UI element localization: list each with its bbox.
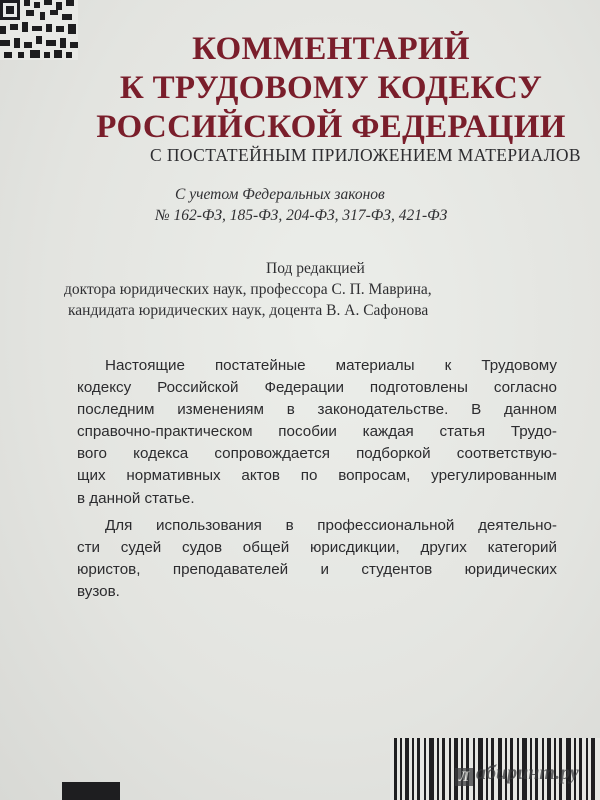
paragraph-line: вузов.	[77, 582, 120, 600]
editors-line: Под редакцией	[266, 260, 365, 277]
paragraph-line: Для использования в профессиональной деятельно-	[105, 516, 557, 534]
watermark-text: абиринт.ру	[476, 762, 579, 784]
paragraph-line: в данной статье.	[77, 489, 195, 507]
paragraph-line: кодексу Российской Федерации подготовлены согласно	[77, 379, 557, 397]
paragraph	[77, 515, 557, 603]
title-line: КОММЕНТАРИЙ	[192, 31, 470, 67]
annotation-text	[77, 355, 557, 603]
bottom-edge-dark-strip	[62, 782, 120, 800]
title-line: К ТРУДОВОМУ КОДЕКСУ	[119, 70, 543, 106]
paragraph-line: вого кодекса сопровождается подборкой соответствую-	[77, 445, 557, 463]
paragraph-line: справочно-практическом пособии каждая статья Трудо-	[77, 423, 557, 441]
paragraph-line: Настоящие постатейные материалы к Трудовому	[105, 357, 557, 374]
editors-line: кандидата юридических наук, доцента В. А. Сафонова	[68, 302, 429, 319]
paragraph-line: последним изменениям в законодательстве. В данном	[77, 401, 557, 419]
editors-line: доктора юридических наук, профессора С. П. Маврина,	[64, 281, 432, 298]
federal-laws-note	[155, 184, 575, 226]
laws-line: С учетом Федеральных законов	[175, 186, 385, 203]
labirint-watermark	[455, 762, 579, 786]
editors-block	[60, 258, 600, 321]
title-line: РОССИЙСКОЙ ФЕДЕРАЦИИ	[96, 109, 566, 145]
labirint-logo-icon: Л	[455, 768, 473, 786]
paragraph-line: щих нормативных актов по вопросам, урегулированным	[77, 467, 557, 485]
paragraph	[77, 355, 557, 510]
book-title	[0, 30, 600, 147]
paragraph-line: юристов, преподавателей и студентов юридических	[77, 560, 557, 578]
paragraph-line: сти судей судов общей юрисдикции, других категорий	[77, 538, 557, 556]
book-subtitle: С ПОСТАТЕЙНЫМ ПРИЛОЖЕНИЕМ МАТЕРИАЛОВ	[150, 145, 581, 165]
laws-line: № 162-ФЗ, 185-ФЗ, 204-ФЗ, 317-ФЗ, 421-ФЗ	[155, 207, 448, 224]
